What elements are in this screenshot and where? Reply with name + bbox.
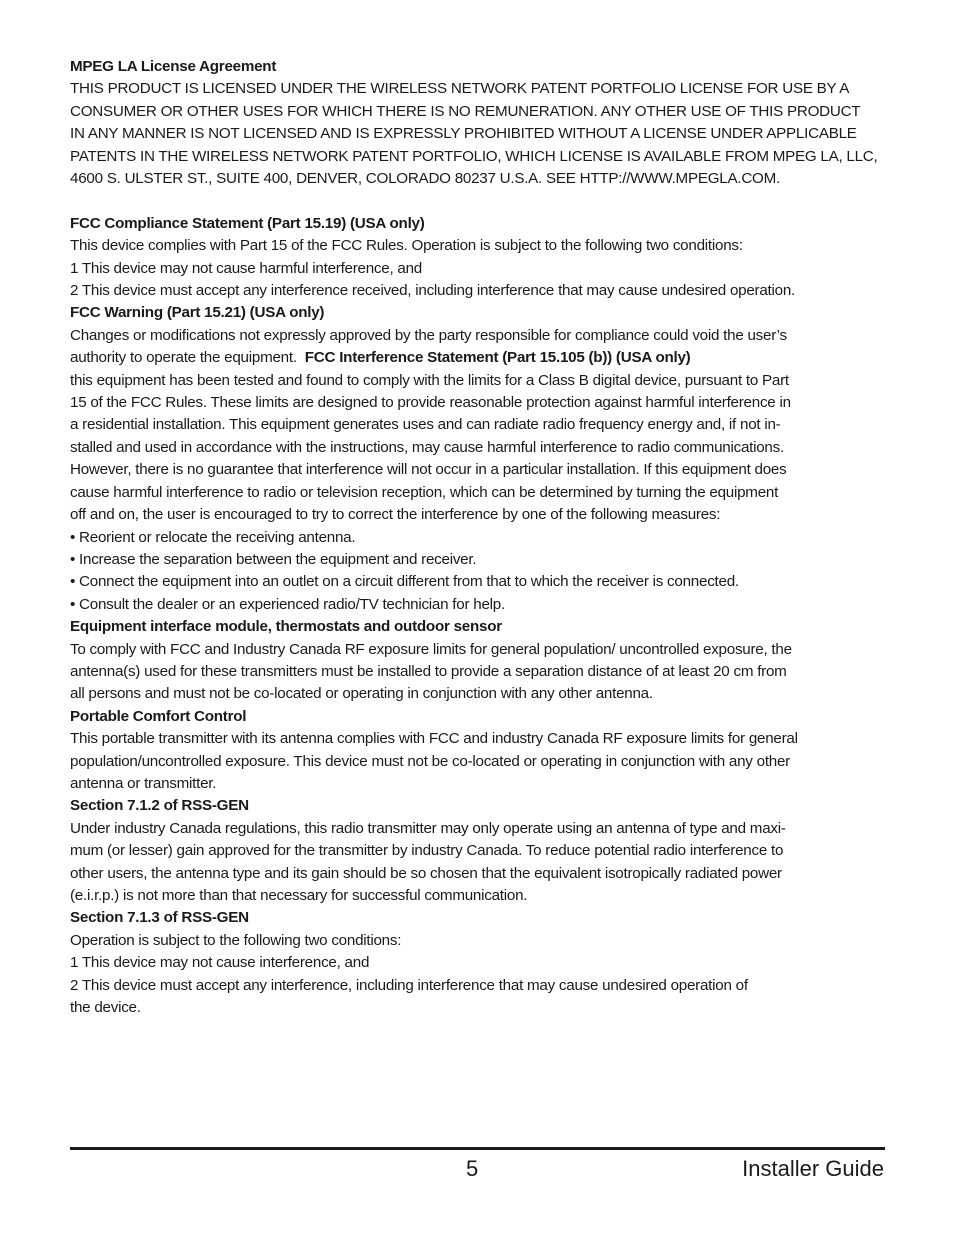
rss-712-section [70,795,885,907]
equipment-section [70,616,885,706]
fcc-interference-line: a residential installation. This equipment generates uses and can radiate radio frequency energy and, if not in- [70,416,781,434]
portable-line: This portable transmitter with its antenna complies with FCC and industry Canada RF exposure limits for general [70,730,798,748]
footer-title: Installer Guide [742,1156,884,1181]
equipment-heading: Equipment interface module, thermostats and outdoor sensor [70,618,502,636]
section-gap [70,190,885,212]
fcc-interference-line: this equipment has been tested and found to comply with the limits for a Class B digital device, pursuant to Part [70,371,789,389]
fcc-warning-section [70,302,885,369]
page-number: 5 [466,1156,479,1181]
fcc-interference-line: 15 of the FCC Rules. These limits are designed to provide reasonable protection against harmful interference in [70,394,791,412]
bullet-item: • Increase the separation between the equipment and receiver. [70,550,477,568]
bullet-item: • Reorient or relocate the receiving antenna. [70,528,356,546]
equipment-line: all persons and must not be co-located or operating in conjunction with any other antenna. [70,685,653,703]
fcc-interference-heading: FCC Interference Statement (Part 15.105 (b)) (USA only) [304,349,691,367]
equipment-line: To comply with FCC and Industry Canada RF exposure limits for general population/ uncontrolled exposure, the [70,640,792,658]
fcc-warning-line: authority to operate the equipment. [70,349,297,367]
fcc-compliance-section [70,213,885,303]
mpeg-section [70,56,885,190]
bullet-item: • Consult the dealer or an experienced radio/TV technician for help. [70,595,505,613]
rss-712-line: mum (or lesser) gain approved for the transmitter by industry Canada. To reduce potential radio interference to [70,842,784,860]
fcc-warning-line-with-heading [70,347,885,369]
bullet-item: • Connect the equipment into an outlet on a circuit different from that to which the receiver is connected. [70,573,739,591]
fcc-interference-line: stalled and used in accordance with the instructions, may cause harmful interference to radio communications. [70,438,784,456]
portable-line: population/uncontrolled exposure. This device must not be co-located or operating in conjunction with any other [70,752,790,770]
fcc-compliance-line: This device complies with Part 15 of the FCC Rules. Operation is subject to the following two conditions: [70,237,743,255]
fcc-warning-heading: FCC Warning (Part 15.21) (USA only) [70,304,325,322]
mpeg-line: THIS PRODUCT IS LICENSED UNDER THE WIRELESS NETWORK PATENT PORTFOLIO LICENSE FOR USE BY A [70,80,850,98]
portable-heading: Portable Comfort Control [70,707,247,725]
rss-712-line: other users, the antenna type and its gain should be so chosen that the equivalent isotropically radiated power [70,864,782,882]
fcc-compliance-heading: FCC Compliance Statement (Part 15.19) (USA only) [70,214,425,232]
fcc-compliance-line: 2 This device must accept any interference received, including interference that may cause undesired operation. [70,282,796,300]
footer-divider [70,1147,885,1150]
equipment-line: antenna(s) used for these transmitters must be installed to provide a separation distance of at least 20 cm from [70,662,787,680]
rss-712-line: (e.i.r.p.) is not more than that necessary for successful communication. [70,887,528,905]
rss-712-line: Under industry Canada regulations, this radio transmitter may only operate using an antenna of type and maxi- [70,819,786,837]
mpeg-heading: MPEG LA License Agreement [70,58,277,75]
fcc-interference-line: However, there is no guarantee that interference will not occur in a particular installation. If this equipment does [70,461,787,479]
portable-line: antenna or transmitter. [70,774,217,792]
rss-713-line: 1 This device may not cause interference, and [70,954,370,972]
fcc-interference-line: off and on, the user is encouraged to try to correct the interference by one of the following measures: [70,506,721,524]
mpeg-line: PATENTS IN THE WIRELESS NETWORK PATENT PORTFOLIO, WHICH LICENSE IS AVAILABLE FROM MPEG LA, LLC, [70,147,878,165]
rss-712-heading: Section 7.1.2 of RSS-GEN [70,797,249,815]
rss-713-heading: Section 7.1.3 of RSS-GEN [70,909,249,927]
fcc-compliance-line: 1 This device may not cause harmful interference, and [70,259,423,277]
fcc-warning-line: Changes or modifications not expressly approved by the party responsible for compliance could void the user’s [70,326,787,344]
mpeg-line: 4600 S. ULSTER ST., SUITE 400, DENVER, COLORADO 80237 U.S.A. SEE HTTP://WWW.MPEGLA.COM. [70,170,780,188]
fcc-interference-line: cause harmful interference to radio or television reception, which can be determined by turning the equipment [70,483,779,501]
rss-713-line: 2 This device must accept any interference, including interference that may cause undesired operation of [70,976,748,994]
rss-713-line: the device. [70,999,141,1017]
mpeg-line: IN ANY MANNER IS NOT LICENSED AND IS EXPRESSLY PROHIBITED WITHOUT A LICENSE UNDER APPLICABLE [70,125,857,143]
portable-section [70,706,885,796]
page-content [70,56,885,1019]
rss-713-line: Operation is subject to the following two conditions: [70,931,402,949]
fcc-interference-section [70,370,885,616]
rss-713-section [70,907,885,1019]
mpeg-line: CONSUMER OR OTHER USES FOR WHICH THERE IS NO REMUNERATION. ANY OTHER USE OF THIS PRODUCT [70,102,861,120]
